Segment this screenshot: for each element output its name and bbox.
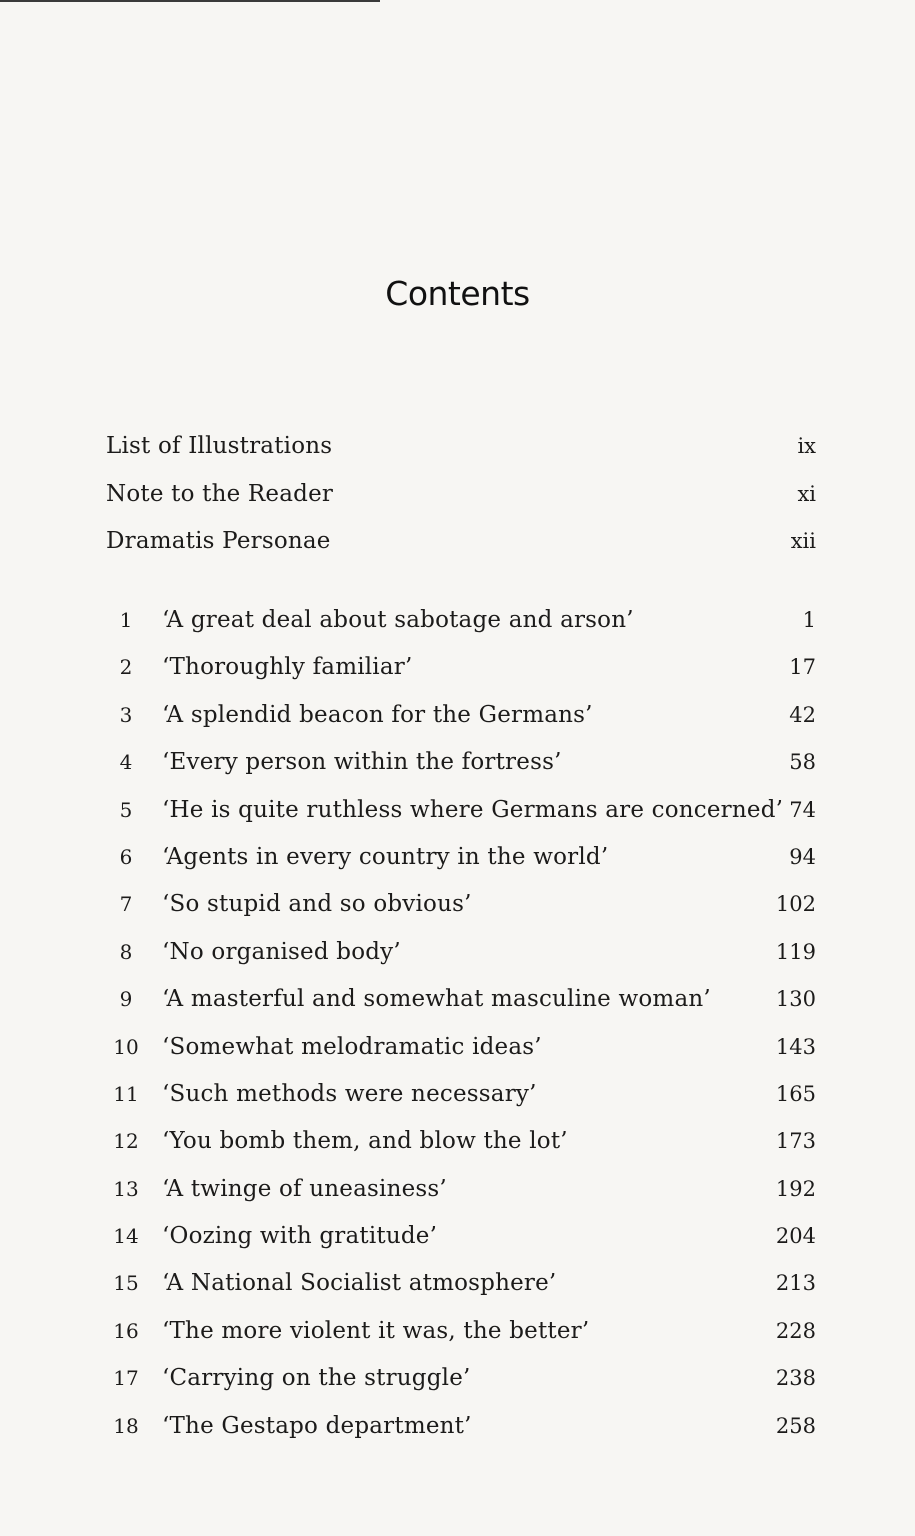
- chapter-number: 3: [119, 702, 133, 727]
- front-matter-row: [106, 428, 816, 476]
- page-title: Contents: [385, 274, 530, 313]
- chapter-page: 258: [775, 1413, 816, 1438]
- chapter-title: ‘A great deal about sabotage and arson’: [162, 607, 634, 633]
- chapter-page: 165: [775, 1081, 816, 1106]
- chapter-row: [106, 1029, 816, 1076]
- chapter-page: 119: [775, 939, 816, 964]
- chapter-title: ‘Carrying on the struggle’: [162, 1365, 471, 1392]
- chapter-number: 1: [119, 608, 133, 632]
- chapter-number: 12: [113, 1129, 139, 1154]
- chapter-number: 4: [119, 750, 133, 775]
- front-matter-page: xii: [790, 529, 816, 553]
- chapter-title: ‘A twinge of uneasiness’: [162, 1175, 447, 1202]
- chapter-page: 1: [802, 608, 816, 632]
- chapter-title: ‘He is quite ruthless where Germans are concerned’: [162, 796, 784, 823]
- chapter-row: [106, 886, 816, 933]
- chapter-number: 9: [119, 987, 133, 1012]
- chapter-page: 130: [775, 987, 816, 1012]
- chapter-title: ‘The Gestapo department’: [162, 1412, 472, 1439]
- front-matter-title: List of Illustrations: [106, 433, 333, 459]
- chapter-title: ‘A masterful and somewhat masculine woman’: [162, 986, 711, 1013]
- chapter-title: ‘Oozing with gratitude’: [162, 1223, 438, 1250]
- chapter-title: ‘So stupid and so obvious’: [162, 891, 472, 918]
- front-matter-page: ix: [797, 434, 816, 458]
- chapter-number: 7: [119, 892, 133, 917]
- chapter-title: ‘You bomb them, and blow the lot’: [162, 1128, 568, 1155]
- chapter-number: 11: [113, 1081, 139, 1106]
- chapter-row: [106, 981, 816, 1028]
- chapter-row: [106, 744, 816, 791]
- chapter-page: 238: [775, 1366, 816, 1391]
- chapter-number: 15: [113, 1271, 139, 1296]
- chapter-number: 6: [119, 844, 133, 869]
- chapter-title: ‘No organised body’: [162, 938, 401, 965]
- chapter-row: [106, 1076, 816, 1123]
- chapter-row: [106, 697, 816, 744]
- chapter-number: 8: [119, 939, 133, 964]
- front-matter-page: xi: [797, 481, 816, 506]
- chapter-title: ‘Every person within the fortress’: [162, 749, 562, 776]
- chapter-title: ‘A splendid beacon for the Germans’: [162, 701, 593, 728]
- chapter-title: ‘A National Socialist atmosphere’: [162, 1270, 557, 1297]
- chapter-title: ‘Somewhat melodramatic ideas’: [162, 1033, 542, 1060]
- chapter-row: [106, 1123, 816, 1170]
- chapter-number: 10: [113, 1034, 139, 1059]
- front-matter-row: [106, 523, 816, 571]
- chapter-number: 5: [119, 797, 133, 822]
- chapter-title: ‘Agents in every country in the world’: [162, 843, 609, 870]
- chapter-page: 74: [789, 797, 816, 822]
- chapter-row: [106, 934, 816, 981]
- chapter-row: [106, 1313, 816, 1360]
- chapter-page: 17: [789, 655, 816, 680]
- chapter-row: [106, 1360, 816, 1407]
- chapter-row: [106, 649, 816, 696]
- chapter-row: [106, 792, 816, 839]
- front-matter-list: [106, 428, 816, 571]
- chapter-page: 204: [775, 1224, 816, 1249]
- front-matter-title: Dramatis Personae: [106, 528, 331, 554]
- chapter-page: 143: [775, 1034, 816, 1059]
- chapter-page: 228: [775, 1318, 816, 1343]
- chapter-row: [106, 1218, 816, 1265]
- chapter-title: ‘Such methods were necessary’: [162, 1080, 537, 1107]
- chapter-number: 16: [113, 1318, 139, 1343]
- chapter-row: [106, 1171, 816, 1218]
- chapter-title: ‘The more violent it was, the better’: [162, 1317, 590, 1344]
- front-matter-row: [106, 476, 816, 524]
- chapter-page: 192: [775, 1176, 816, 1201]
- chapter-page: 42: [789, 702, 816, 727]
- front-matter-title: Note to the Reader: [106, 480, 334, 507]
- top-rule: [0, 0, 380, 2]
- chapter-page: 213: [775, 1271, 816, 1296]
- chapter-number: 14: [113, 1224, 139, 1249]
- chapter-page: 173: [775, 1129, 816, 1154]
- chapter-list: [106, 602, 816, 1455]
- chapter-page: 102: [775, 892, 816, 917]
- chapter-number: 18: [113, 1413, 139, 1438]
- chapter-row: [106, 1408, 816, 1455]
- chapter-row: [106, 602, 816, 649]
- chapter-row: [106, 1265, 816, 1312]
- chapter-number: 13: [113, 1176, 139, 1201]
- chapter-row: [106, 839, 816, 886]
- chapter-number: 2: [119, 655, 133, 680]
- chapter-page: 58: [789, 750, 816, 775]
- chapter-page: 94: [789, 844, 816, 869]
- chapter-number: 17: [113, 1366, 139, 1391]
- chapter-title: ‘Thoroughly familiar’: [162, 654, 413, 681]
